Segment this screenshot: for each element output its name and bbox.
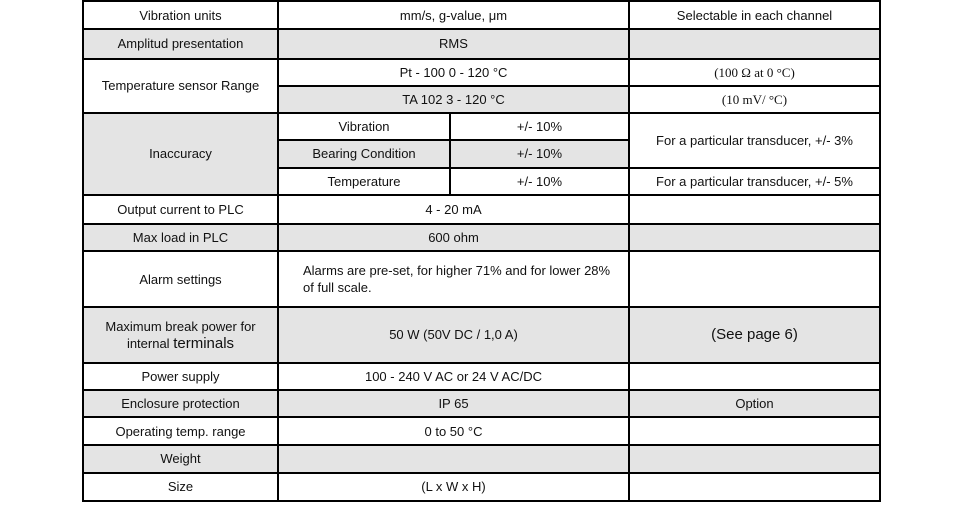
note-inaccuracy-temperature: For a particular transducer, +/- 5%: [629, 168, 880, 195]
value-pt100: Pt - 100 0 - 120 °C: [278, 59, 629, 86]
label-enclosure: Enclosure protection: [83, 390, 278, 417]
inaccuracy-item-value: +/- 10%: [450, 113, 629, 140]
inaccuracy-item-name: Temperature: [278, 168, 450, 195]
label-weight: Weight: [83, 445, 278, 472]
note-weight: [629, 445, 880, 472]
inaccuracy-item-value: +/- 10%: [450, 140, 629, 167]
label-alarm: Alarm settings: [83, 251, 278, 307]
label-temperature-sensor: Temperature sensor Range: [83, 59, 278, 114]
row-alarm: [83, 251, 880, 307]
note-break-power: (See page 6): [629, 307, 880, 363]
row-weight: [83, 445, 880, 472]
value-alarm: Alarms are pre-set, for higher 71% and for lower 28% of full scale.: [278, 251, 629, 307]
inaccuracy-item-name: Vibration: [278, 113, 450, 140]
value-operating-temp: 0 to 50 °C: [278, 417, 629, 445]
note-enclosure: Option: [629, 390, 880, 417]
note-vibration-units: Selectable in each channel: [629, 1, 880, 29]
label-inaccuracy: Inaccuracy: [83, 113, 278, 195]
specification-table: [82, 0, 881, 502]
row-power-supply: [83, 363, 880, 390]
label-break-power-text: Maximum break power for internal: [105, 318, 256, 351]
value-ta102: TA 102 3 - 120 °C: [278, 86, 629, 113]
note-alarm: [629, 251, 880, 307]
value-weight: [278, 445, 629, 472]
value-enclosure: IP 65: [278, 390, 629, 417]
label-size: Size: [83, 473, 278, 501]
row-break-power: [83, 307, 880, 363]
note-operating-temp: [629, 417, 880, 445]
row-operating-temp: [83, 417, 880, 445]
label-vibration-units: Vibration units: [83, 1, 278, 29]
label-break-power-terminals: terminals: [173, 334, 235, 352]
label-output-current: Output current to PLC: [83, 195, 278, 224]
label-amplitude: Amplitud presentation: [83, 29, 278, 58]
inaccuracy-item-value: +/- 10%: [450, 168, 629, 195]
note-pt100: (100 Ω at 0 °C): [629, 59, 880, 86]
label-max-load: Max load in PLC: [83, 224, 278, 251]
label-break-power: [83, 307, 278, 363]
note-inaccuracy-vibration: For a particular transducer, +/- 3%: [629, 113, 880, 168]
note-amplitude: [629, 29, 880, 58]
note-ta102: (10 mV/ °C): [629, 86, 880, 113]
label-power-supply: Power supply: [83, 363, 278, 390]
row-max-load: [83, 224, 880, 251]
row-size: [83, 473, 880, 501]
row-enclosure: [83, 390, 880, 417]
note-power-supply: [629, 363, 880, 390]
value-output-current: 4 - 20 mA: [278, 195, 629, 224]
row-temperature-sensor-pt100: [83, 59, 880, 86]
value-size: (L x W x H): [278, 473, 629, 501]
value-break-power: 50 W (50V DC / 1,0 A): [278, 307, 629, 363]
inaccuracy-item-name: Bearing Condition: [278, 140, 450, 167]
value-amplitude: RMS: [278, 29, 629, 58]
note-output-current: [629, 195, 880, 224]
value-max-load: 600 ohm: [278, 224, 629, 251]
row-inaccuracy-vibration: [83, 113, 880, 140]
value-vibration-units: mm/s, g-value, μm: [278, 1, 629, 29]
row-vibration-units: [83, 1, 880, 29]
row-output-current: [83, 195, 880, 224]
note-max-load: [629, 224, 880, 251]
note-size: [629, 473, 880, 501]
value-power-supply: 100 - 240 V AC or 24 V AC/DC: [278, 363, 629, 390]
row-amplitude: [83, 29, 880, 58]
label-operating-temp: Operating temp. range: [83, 417, 278, 445]
